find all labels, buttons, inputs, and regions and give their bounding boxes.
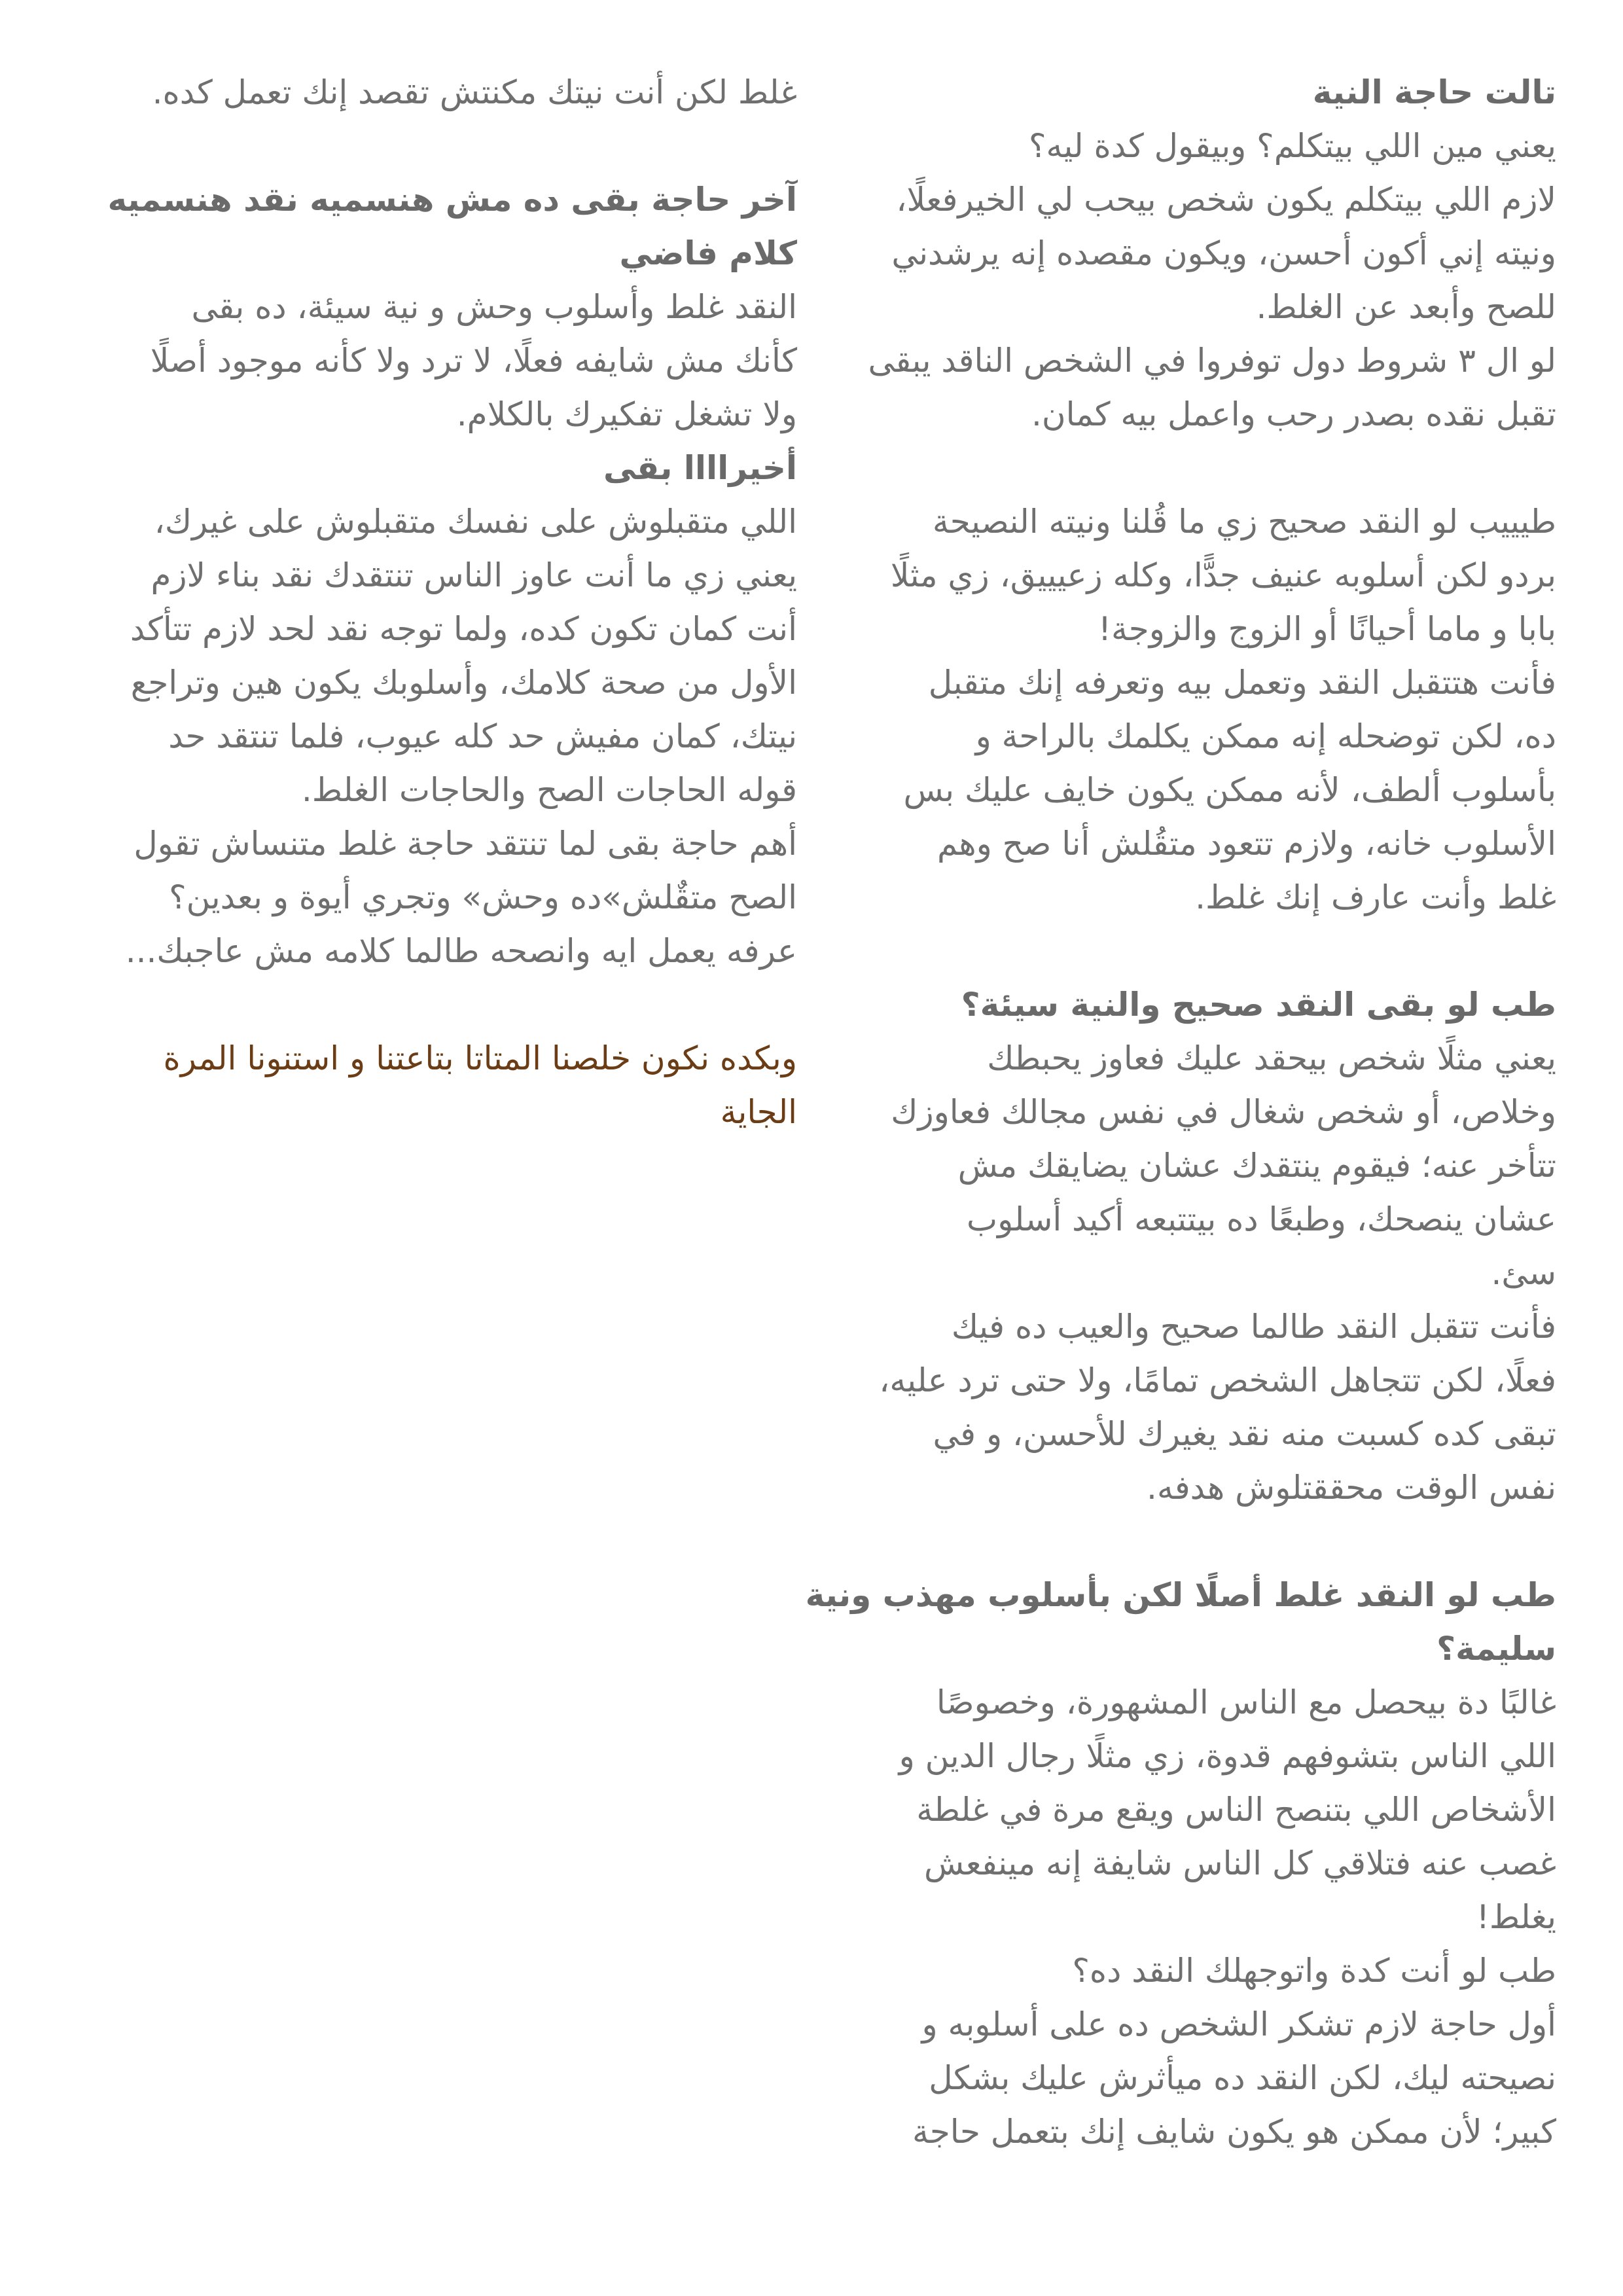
body-line: ولا تشغل تفكيرك بالكلام. (456, 395, 797, 433)
body-line: بابا و ماما أحيانًا أو الزوج والزوجة! (1097, 610, 1556, 648)
paragraph-gap (797, 441, 1556, 495)
body-line: الأول من صحة كلامك، وأسلوبك يكون هين وتراجع (130, 664, 797, 702)
body-line: الأسلوب خانه، ولازم تتعود متقُلش أنا صح وهم (936, 825, 1556, 863)
body-line: أهم حاجة بقى لما تنتقد حاجة غلط متنساش تقول (134, 825, 797, 863)
body-line: فأنت هتتقبل النقد وتعمل بيه وتعرفه إنك متقبل (928, 664, 1556, 702)
body-line: بردو لكن أسلوبه عنيف جدًّا، وكله زعيييق، زي مثلًا (890, 556, 1556, 594)
body-line: تقبل نقده بصدر رحب واعمل بيه كمان. (1031, 395, 1556, 433)
body-line: تبقى كده كسبت منه نقد يغيرك للأحسن، و في (933, 1415, 1556, 1453)
body-line: النقد غلط وأسلوب وحش و نية سيئة، ده بقى (191, 288, 797, 326)
body-line: الأشخاص اللي بتنصح الناس ويقع مرة في غلطة (916, 1791, 1556, 1829)
body-line: نفس الوقت محققتلوش هدفه. (1147, 1469, 1556, 1507)
body-line: اللي الناس بتشوفهم قدوة، زي مثلًا رجال الدين و (899, 1737, 1556, 1775)
body-line: للصح وأبعد عن الغلط. (1256, 288, 1556, 326)
paragraph-gap (797, 924, 1556, 978)
body-line: نيتك، كمان مفيش حد كله عيوب، فلما تنتقد حد (168, 717, 797, 755)
body-line: فأنت تتقبل النقد طالما صحيح والعيب ده فيك (951, 1308, 1556, 1346)
body-line: عشان ينصحك، وطبعًا ده بيتتبعه أكيد أسلوب (967, 1200, 1556, 1238)
body-line: قوله الحاجات الصح والحاجات الغلط. (301, 771, 797, 809)
section-heading-last-thing: آخر حاجة بقى ده مش هنسميه نقد هنسميه (107, 181, 797, 219)
body-line: ده، لكن توضحله إنه ممكن يكلمك بالراحة و (975, 717, 1556, 755)
body-line: نصيحته ليك، لكن النقد ده ميأثرش عليك بشكل (929, 2059, 1556, 2097)
body-line: بأسلوب ألطف، لأنه ممكن يكون خايف عليك بس (903, 771, 1556, 809)
section-heading-last-thing-cont: كلام فاضي (619, 234, 797, 272)
closing-line: الجاية (720, 1093, 797, 1131)
body-line: الصح متقٌلش»ده وحش» وتجري أيوة و بعدين؟ (169, 878, 797, 916)
left-column (45, 65, 797, 1139)
body-line: أول حاجة لازم تشكر الشخص ده على أسلوبه و (921, 2005, 1556, 2043)
body-line: طب لو أنت كدة واتوجهلك النقد ده؟ (1072, 1952, 1556, 1990)
body-line: فعلًا، لكن تتجاهل الشخص تمامًا، ولا حتى ترد عليه، (879, 1361, 1556, 1399)
body-line: اللي متقبلوش على نفسك متقبلوش على غيرك، (154, 503, 797, 541)
body-line: وخلاص، أو شخص شغال في نفس مجالك فعاوزك (891, 1093, 1556, 1131)
continuation-line: غلط لكن أنت نيتك مكنتش تقصد إنك تعمل كده. (152, 73, 797, 111)
right-column (797, 65, 1556, 2159)
body-line: غالبًا دة بيحصل مع الناس المشهورة، وخصوصًا (936, 1683, 1556, 1721)
section-heading-correct-bad-intent: طب لو بقى النقد صحيح والنية سيئة؟ (961, 986, 1556, 1024)
body-line: لو ال ٣ شروط دول توفروا في الشخص الناقد يبقى (868, 342, 1556, 380)
body-line: يعني زي ما أنت عاوز الناس تنتقدك نقد بناء لازم (151, 556, 797, 594)
section-heading-wrong-polite-cont: سليمة؟ (1436, 1630, 1556, 1668)
paragraph-gap (45, 119, 797, 173)
body-line: كبير؛ لأن ممكن هو يكون شايف إنك بتعمل حاجة (912, 2113, 1556, 2151)
body-line: سئ. (1491, 1254, 1556, 1292)
section-heading-wrong-polite: طب لو النقد غلط أصلًا لكن بأسلوب مهذب ونية (805, 1576, 1556, 1614)
body-line: يعني مين اللي بيتكلم؟ وبيقول كدة ليه؟ (1028, 127, 1556, 165)
paragraph-gap (45, 978, 797, 1031)
body-line: أنت كمان تكون كده، ولما توجه نقد لحد لازم تتأكد (130, 610, 797, 648)
body-line: يغلط! (1476, 1898, 1556, 1936)
body-line: ونيته إني أكون أحسن، ويكون مقصده إنه يرشدني (891, 234, 1556, 272)
body-line: طيييب لو النقد صحيح زي ما قُلنا ونيته النصيحة (932, 503, 1556, 541)
body-line: لازم اللي بيتكلم يكون شخص بيحب لي الخيرفعلًا، (896, 181, 1556, 219)
body-line: غلط وأنت عارف إنك غلط. (1195, 878, 1556, 916)
paragraph-gap (797, 1515, 1556, 1568)
body-line: عرفه يعمل ايه وانصحه طالما كلامه مش عاجبك... (125, 932, 797, 970)
section-heading-finally: أخيراااا بقى (603, 449, 797, 487)
body-line: كأنك مش شايفه فعلًا، لا ترد ولا كأنه موجود أصلًا (150, 342, 797, 380)
section-heading-intention: تالت حاجة النية (1312, 73, 1556, 111)
body-line: غصب عنه فتلاقي كل الناس شايفة إنه مينفعش (923, 1844, 1556, 1882)
body-line: يعني مثلًا شخص بيحقد عليك فعاوز يحبطك (987, 1039, 1556, 1077)
closing-line: وبكده نكون خلصنا المتاتا بتاعتنا و استنونا المرة (163, 1039, 797, 1077)
body-line: تتأخر عنه؛ فيقوم ينتقدك عشان يضايقك مش (957, 1147, 1556, 1185)
